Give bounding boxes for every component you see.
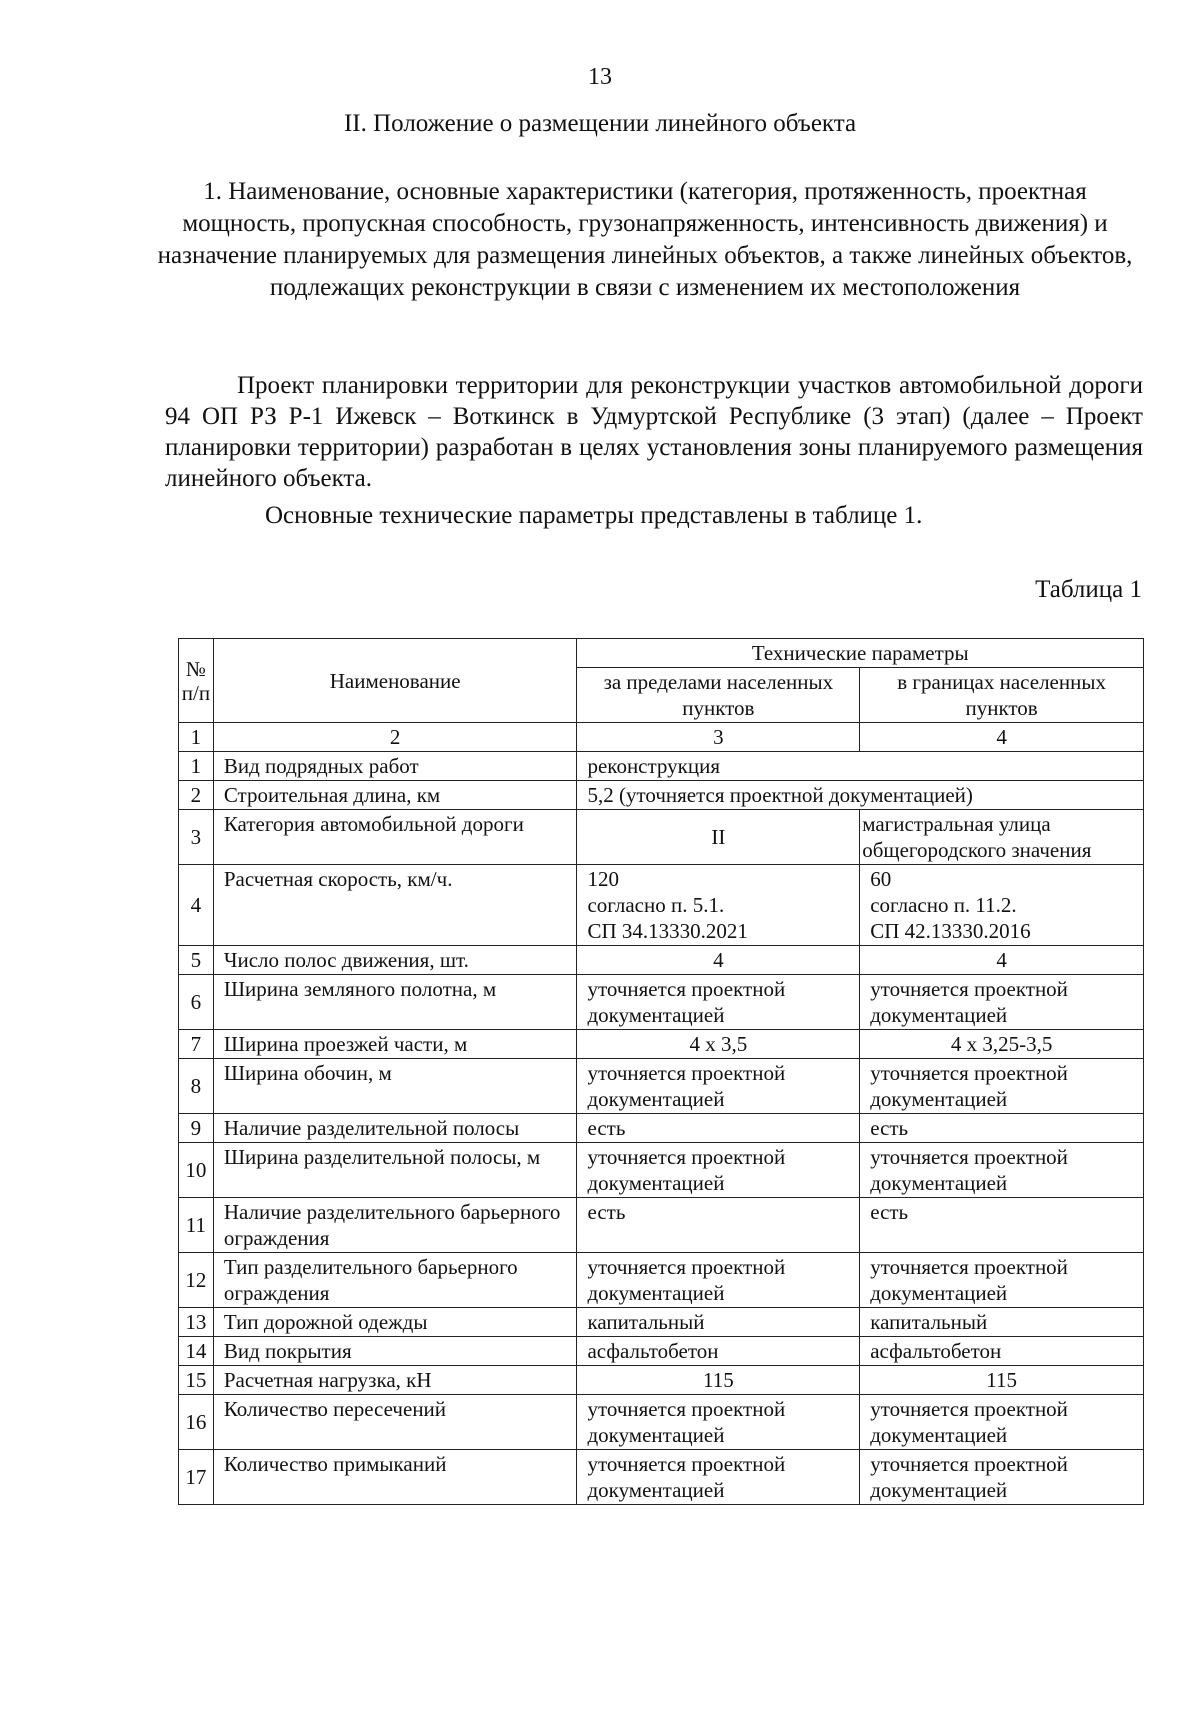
page-number: 13 [588,64,612,90]
column-number: 3 [577,723,860,752]
row-value-inside: есть [860,1198,1144,1253]
table-row [179,752,1144,781]
row-num: 2 [179,781,214,810]
row-value-inside: магистральная улица общегородского значения [860,810,1144,865]
row-value-inside: есть [860,1114,1144,1143]
row-value-outside: 4 х 3,5 [577,1030,860,1059]
row-value-outside: уточняется проектной документацией [577,975,860,1030]
row-num: 1 [179,752,214,781]
speed-reference: согласно п. 11.2. [870,893,1017,917]
column-number: 4 [860,723,1144,752]
row-merged-value: реконструкция [577,752,1144,781]
row-value-inside: уточняется проектной документацией [860,1253,1144,1308]
row-value-outside: 115 [577,1366,860,1395]
intro-paragraph: Проект планировки территории для реконструкции участков автомобильной дороги 94 ОП РЗ Р-1 Ижевск – Воткинск в Удмуртской Республике (3 этап) (далее – Проект планировки территории) разработан в целях установления зоны планируемого размещения линейного объекта. [165,372,1143,492]
table-row [179,1450,1144,1505]
speed-standard: СП 42.13330.2016 [870,919,1031,943]
table-caption: Таблица 1 [1035,576,1142,603]
table-row [179,865,1144,946]
row-name: Ширина земляного полотна, м [213,975,577,1030]
row-value-outside [577,865,860,946]
row-name: Количество примыканий [213,1450,577,1505]
speed-standard: СП 34.13330.2021 [587,919,748,943]
header-outside: за пределами населенных пунктов [577,668,860,723]
row-num: 17 [179,1450,214,1505]
row-name: Расчетная нагрузка, кН [213,1366,577,1395]
row-value-outside: уточняется проектной документацией [577,1143,860,1198]
row-value-outside: уточняется проектной документацией [577,1059,860,1114]
row-name: Вид покрытия [213,1337,577,1366]
row-value-inside: асфальтобетон [860,1337,1144,1366]
table-row [179,975,1144,1030]
table-row [179,1308,1144,1337]
column-numbers-row [179,723,1144,752]
row-value-inside: уточняется проектной документацией [860,1450,1144,1505]
table-header-row [179,639,1144,668]
row-num: 15 [179,1366,214,1395]
row-value-outside: уточняется проектной документацией [577,1395,860,1450]
row-name: Наличие разделительного барьерного ограждения [213,1198,577,1253]
row-value-outside: уточняется проектной документацией [577,1450,860,1505]
row-value-outside: 4 [577,946,860,975]
row-num: 4 [179,865,214,946]
table-row [179,1059,1144,1114]
row-name: Число полос движения, шт. [213,946,577,975]
row-name: Категория автомобильной дороги [213,810,577,865]
row-name: Вид подрядных работ [213,752,577,781]
row-num: 14 [179,1337,214,1366]
row-name: Тип дорожной одежды [213,1308,577,1337]
row-num: 11 [179,1198,214,1253]
table-row [179,1030,1144,1059]
row-value-inside [860,865,1144,946]
row-value-inside: уточняется проектной документацией [860,1143,1144,1198]
table-row [179,1253,1144,1308]
table-row [179,946,1144,975]
table-reference-paragraph: Основные технические параметры представлены в таблице 1. [265,502,923,529]
table-row [179,781,1144,810]
speed-reference: согласно п. 5.1. [587,893,725,917]
row-num: 5 [179,946,214,975]
row-value-inside: капитальный [860,1308,1144,1337]
row-name: Расчетная скорость, км/ч. [213,865,577,946]
row-num: 16 [179,1395,214,1450]
row-value-outside: асфальтобетон [577,1337,860,1366]
row-name: Ширина проезжей части, м [213,1030,577,1059]
row-num: 9 [179,1114,214,1143]
table-row [179,1366,1144,1395]
column-number: 2 [213,723,577,752]
row-value-inside: уточняется проектной документацией [860,975,1144,1030]
header-num: № п/п [179,639,214,723]
table-row [179,1114,1144,1143]
row-value-outside: есть [577,1114,860,1143]
row-value-inside: 115 [860,1366,1144,1395]
row-value-inside: уточняется проектной документацией [860,1059,1144,1114]
row-value-outside: II [577,810,860,865]
row-num: 7 [179,1030,214,1059]
row-num: 3 [179,810,214,865]
table-row [179,1143,1144,1198]
row-value-outside: капитальный [577,1308,860,1337]
row-num: 10 [179,1143,214,1198]
table-row [179,1337,1144,1366]
table-row [179,1395,1144,1450]
header-name: Наименование [213,639,577,723]
subsection-title: 1. Наименование, основные характеристики (категория, протяженность, проектная мощность, пропускная способность, грузонапряженность, интенсивность движения) и назначение планируемых для размещения линейных объектов, а также линейных объектов, подлежащих реконструкции в связи с изменением их местоположения [157,178,1133,301]
header-inside: в границах населенных пунктов [860,668,1144,723]
row-value-inside: 4 [860,946,1144,975]
technical-parameters-table [178,638,1144,1505]
row-name: Ширина обочин, м [213,1059,577,1114]
row-value-inside: 4 х 3,25-3,5 [860,1030,1144,1059]
row-name: Наличие разделительной полосы [213,1114,577,1143]
header-tech-params: Технические параметры [577,639,1144,668]
column-number: 1 [179,723,214,752]
row-num: 8 [179,1059,214,1114]
row-name: Тип разделительного барьерного ограждения [213,1253,577,1308]
section-title: II. Положение о размещении линейного объекта [343,110,857,137]
row-value-outside: уточняется проектной документацией [577,1253,860,1308]
row-merged-value: 5,2 (уточняется проектной документацией) [577,781,1144,810]
row-name: Строительная длина, км [213,781,577,810]
row-num: 6 [179,975,214,1030]
table-row [179,1198,1144,1253]
speed-value: 60 [870,867,892,891]
row-value-outside: есть [577,1198,860,1253]
row-num: 13 [179,1308,214,1337]
row-value-inside: уточняется проектной документацией [860,1395,1144,1450]
speed-value: 120 [587,867,619,891]
row-name: Количество пересечений [213,1395,577,1450]
row-num: 12 [179,1253,214,1308]
row-name: Ширина разделительной полосы, м [213,1143,577,1198]
table-row [179,810,1144,865]
